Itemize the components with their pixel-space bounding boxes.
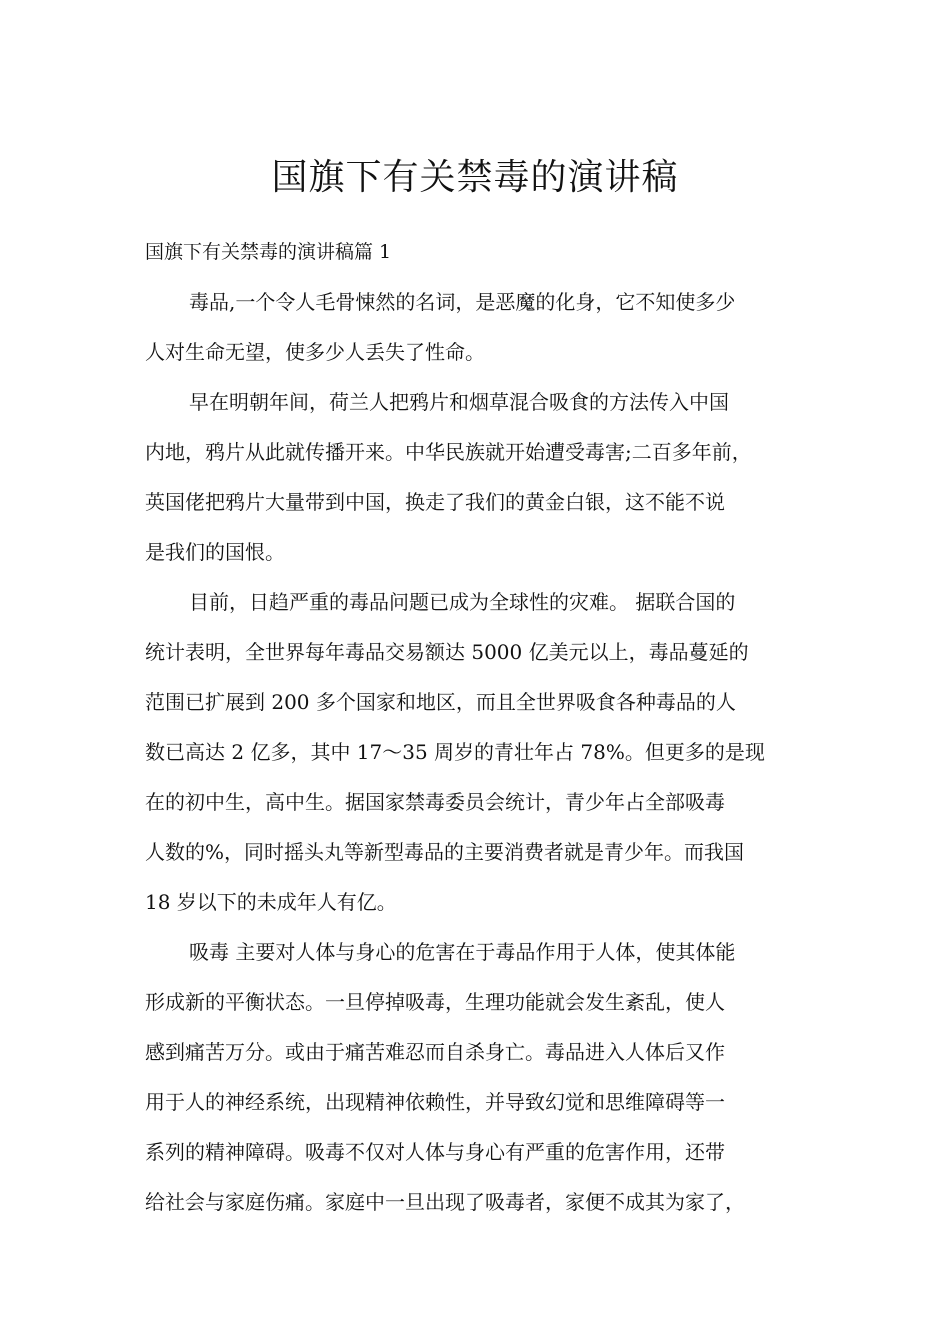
text-line: 18 岁以下的未成年人有亿。 — [145, 890, 397, 914]
text-line: 系列的精神障碍。吸毒不仅对人体与身心有严重的危害作用，还带 — [145, 1140, 725, 1164]
text-line: 在的初中生，高中生。据国家禁毒委员会统计，青少年占全部吸毒 — [145, 790, 725, 814]
paragraph — [145, 932, 825, 1232]
text-line: 是我们的国恨。 — [145, 540, 285, 564]
paragraph — [145, 582, 825, 932]
text-line: 人数的%，同时摇头丸等新型毒品的主要消费者就是青少年。而我国 — [145, 840, 745, 864]
text-line: 范围已扩展到 200 多个国家和地区，而且全世界吸食各种毒品的人 — [145, 690, 736, 714]
section-heading: 国旗下有关禁毒的演讲稿篇 1 — [145, 241, 392, 263]
text-line: 吸毒 主要对人体与身心的危害在于毒品作用于人体，使其体能 — [189, 940, 736, 964]
paragraph — [145, 282, 825, 382]
text-line: 给社会与家庭伤痛。家庭中一旦出现了吸毒者，家便不成其为家了， — [145, 1190, 745, 1214]
text-line: 用于人的神经系统，出现精神依赖性，并导致幻觉和思维障碍等一 — [145, 1090, 725, 1114]
text-line: 人对生命无望，使多少人丢失了性命。 — [145, 340, 485, 364]
text-line: 数已高达 2 亿多，其中 17～35 周岁的青壮年占 78%。但更多的是现 — [145, 740, 765, 764]
text-line: 毒品,一个令人毛骨悚然的名词，是恶魔的化身，它不知使多少 — [189, 290, 736, 314]
text-line: 目前，日趋严重的毒品问题已成为全球性的灾难。 据联合国的 — [189, 590, 736, 614]
paragraph — [145, 382, 825, 582]
text-line: 早在明朝年间，荷兰人把鸦片和烟草混合吸食的方法传入中国 — [189, 390, 729, 414]
text-line: 统计表明，全世界每年毒品交易额达 5000 亿美元以上，毒品蔓延的 — [145, 640, 749, 664]
text-line: 内地，鸦片从此就传播开来。中华民族就开始遭受毒害;二百多年前， — [145, 440, 752, 464]
text-line: 感到痛苦万分。或由于痛苦难忍而自杀身亡。毒品进入人体后又作 — [145, 1040, 725, 1064]
text-line: 英国佬把鸦片大量带到中国，换走了我们的黄金白银，这不能不说 — [145, 490, 725, 514]
document-title: 国旗下有关禁毒的演讲稿 — [271, 157, 679, 199]
body-text — [145, 282, 825, 1232]
text-line: 形成新的平衡状态。一旦停掉吸毒，生理功能就会发生紊乱，使人 — [145, 990, 725, 1014]
